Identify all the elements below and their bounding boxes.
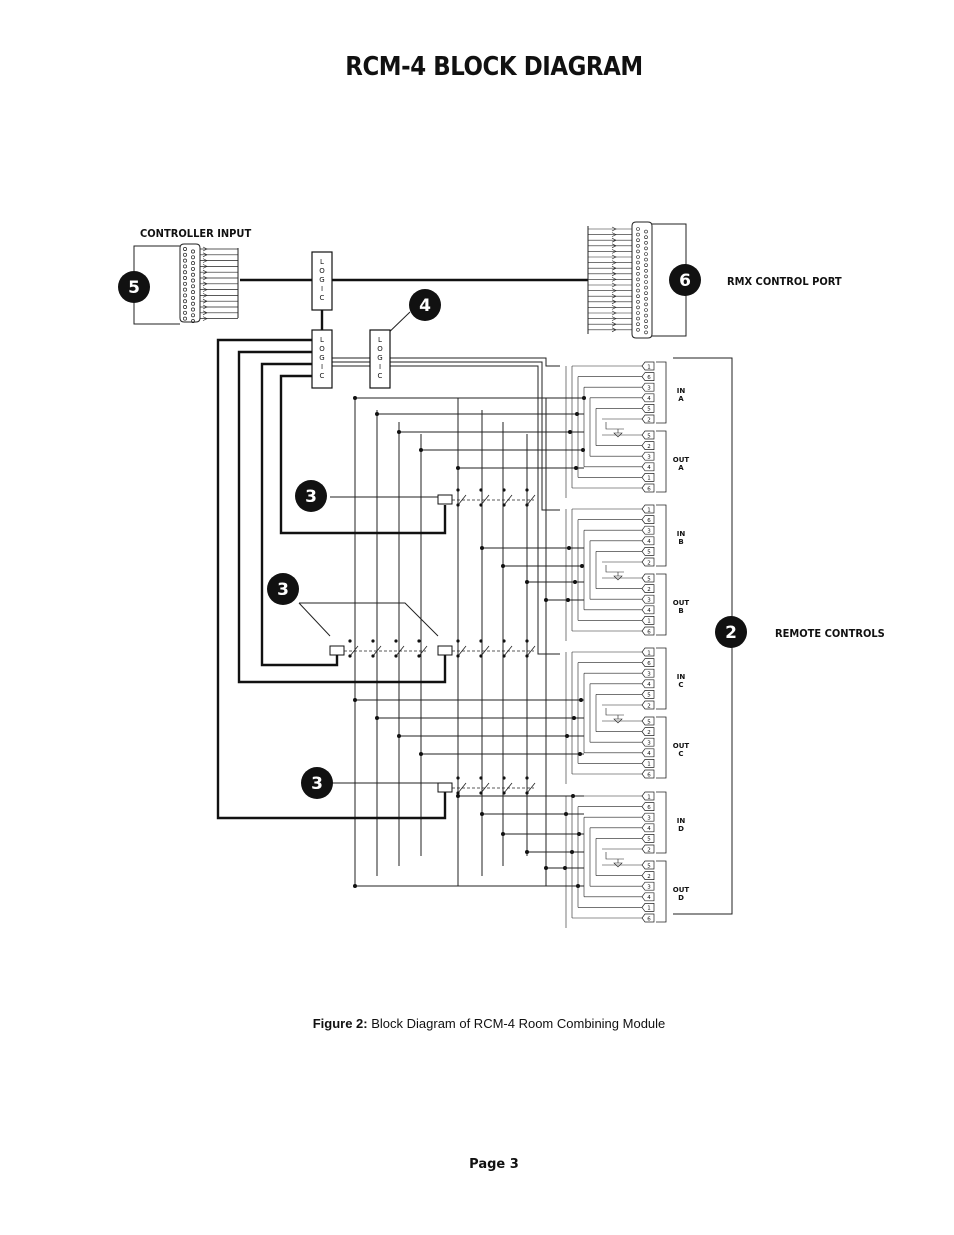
junction-dot — [574, 466, 578, 470]
pin-label: 6 — [647, 629, 651, 636]
junction-dot — [575, 412, 579, 416]
pin-label: 5 — [647, 836, 651, 843]
callout-number: 6 — [679, 271, 691, 291]
junction-dot — [565, 734, 569, 738]
callout-3 — [301, 767, 333, 799]
out-letter: B — [678, 607, 684, 615]
pin-label: 6 — [647, 517, 651, 524]
logic-letter: I — [320, 285, 324, 293]
pin-label: 5 — [647, 406, 651, 413]
out-letter: C — [678, 750, 684, 758]
pin-label: 4 — [647, 465, 651, 472]
callout-number: 2 — [725, 623, 737, 643]
callout-number: 3 — [305, 487, 317, 507]
junction-dot — [567, 546, 571, 550]
pin-label: 1 — [647, 905, 651, 912]
pin-label: 2 — [647, 560, 651, 567]
remote-controls-label: REMOTE CONTROLS — [775, 627, 885, 640]
callout-3 — [267, 573, 299, 605]
logic-letter: I — [320, 363, 324, 371]
junction-dot — [544, 598, 548, 602]
logic-letter: C — [319, 372, 325, 380]
junction-dot — [566, 598, 570, 602]
junction-dot — [579, 698, 583, 702]
pin-label: 5 — [647, 549, 651, 556]
logic-letter: G — [319, 354, 325, 362]
pin-label: 3 — [647, 385, 651, 392]
pin-label: 2 — [647, 703, 651, 710]
callout-number: 3 — [311, 774, 323, 794]
junction-dot — [573, 580, 577, 584]
pin-label: 3 — [647, 597, 651, 604]
callout-3 — [295, 480, 327, 512]
logic-letter: O — [319, 267, 325, 275]
switch-bank-2 — [330, 639, 427, 657]
pin-label: 4 — [647, 826, 651, 833]
control-line-1 — [218, 340, 445, 818]
junction-dot — [375, 412, 379, 416]
junction-dot — [563, 866, 567, 870]
junction-dot — [480, 546, 484, 550]
pin-label: 6 — [647, 374, 651, 381]
out-label: OUT — [672, 886, 690, 894]
rmx-control-port-label: RMX CONTROL PORT — [727, 275, 842, 288]
pin-label: 4 — [647, 895, 651, 902]
rmx-control-port-connector — [588, 222, 652, 338]
pin-label: 2 — [647, 729, 651, 736]
logic-letter: G — [319, 276, 325, 284]
in-label: IN — [676, 530, 686, 538]
junction-dot — [501, 832, 505, 836]
junction-dot — [353, 396, 357, 400]
pin-label: 3 — [647, 671, 651, 678]
pin-label: 6 — [647, 486, 651, 493]
pin-label: 4 — [647, 682, 651, 689]
callout-6 — [669, 264, 701, 296]
pin-label: 6 — [647, 772, 651, 779]
in-label: IN — [676, 673, 686, 681]
remote-channel-B — [566, 505, 689, 641]
junction-dot — [525, 580, 529, 584]
switch-bank-4 — [438, 776, 535, 794]
junction-dot — [577, 832, 581, 836]
pin-label: 5 — [647, 719, 651, 726]
remote-channel-D — [566, 792, 689, 928]
junction-dot — [568, 430, 572, 434]
pin-label: 3 — [647, 454, 651, 461]
pin-label: 1 — [647, 507, 651, 514]
caption-prefix: Figure 2: — [312, 1016, 368, 1031]
callout-3-pointer — [299, 603, 438, 636]
out-label: OUT — [672, 742, 690, 750]
page-title: RCM-4 BLOCK DIAGRAM — [345, 52, 643, 82]
remote-cable — [332, 362, 560, 510]
pin-label: 3 — [647, 528, 651, 535]
pin-label: 1 — [647, 650, 651, 657]
pin-label: 1 — [647, 761, 651, 768]
logic-letter: O — [377, 345, 383, 353]
logic-letter: O — [319, 345, 325, 353]
junction-dot — [578, 752, 582, 756]
pin-label: 3 — [647, 815, 651, 822]
junction-dot — [419, 448, 423, 452]
pin-label: 4 — [647, 751, 651, 758]
switch-bank-1 — [438, 488, 535, 506]
junction-dot — [580, 564, 584, 568]
pin-label: 4 — [647, 608, 651, 615]
in-letter: C — [678, 681, 684, 689]
controller-input-label: CONTROLLER INPUT — [140, 227, 252, 240]
junction-dot — [375, 716, 379, 720]
pin-label: 2 — [647, 847, 651, 854]
in-letter: A — [678, 395, 684, 403]
junction-dot — [572, 716, 576, 720]
in-letter: B — [678, 538, 684, 546]
callout-3-pointer — [299, 603, 330, 636]
logic-letter: L — [320, 336, 324, 344]
pin-label: 3 — [647, 884, 651, 891]
in-letter: D — [678, 825, 684, 833]
pin-label: 5 — [647, 692, 651, 699]
callout-number: 4 — [419, 296, 431, 316]
logic-block-top — [312, 252, 332, 310]
out-label: OUT — [672, 599, 690, 607]
pin-label: 5 — [647, 433, 651, 440]
out-letter: A — [678, 464, 684, 472]
out-label: OUT — [672, 456, 690, 464]
pin-label: 4 — [647, 539, 651, 546]
logic-letter: L — [378, 336, 382, 344]
logic-letter: C — [319, 294, 325, 302]
logic-letter: L — [320, 258, 324, 266]
logic-block-middle — [312, 330, 332, 388]
junction-dot — [525, 850, 529, 854]
pin-label: 1 — [647, 364, 651, 371]
pin-label: 4 — [647, 396, 651, 403]
switch-bank-3 — [438, 639, 535, 657]
in-label: IN — [676, 387, 686, 395]
pin-label: 2 — [647, 586, 651, 593]
out-letter: D — [678, 894, 684, 902]
pin-label: 2 — [647, 417, 651, 424]
controller-input-connector — [180, 244, 238, 323]
page-number: Page 3 — [469, 1157, 519, 1172]
junction-dot — [501, 564, 505, 568]
pin-label: 2 — [647, 873, 651, 880]
control-line-2 — [239, 352, 445, 682]
figure-caption — [0, 1016, 954, 1031]
callout-5 — [118, 271, 150, 303]
junction-dot — [544, 866, 548, 870]
junction-dot — [581, 448, 585, 452]
junction-dot — [397, 734, 401, 738]
callout-4 — [409, 289, 441, 321]
junction-dot — [419, 752, 423, 756]
junction-dot — [456, 466, 460, 470]
pin-label: 2 — [647, 443, 651, 450]
control-line-3 — [262, 364, 337, 665]
pin-label: 1 — [647, 475, 651, 482]
pin-label: 5 — [647, 576, 651, 583]
remote-channel-C — [566, 648, 689, 784]
logic-letter: G — [377, 354, 383, 362]
logic-block-right — [370, 330, 390, 388]
junction-dot — [397, 430, 401, 434]
pin-label: 1 — [647, 794, 651, 801]
in-label: IN — [676, 817, 686, 825]
pin-label: 6 — [647, 804, 651, 811]
callout-number: 5 — [128, 278, 140, 298]
junction-dot — [353, 698, 357, 702]
pin-label: 5 — [647, 863, 651, 870]
logic-letter: C — [377, 372, 383, 380]
junction-dot — [353, 884, 357, 888]
junction-dot — [480, 812, 484, 816]
pin-label: 6 — [647, 660, 651, 667]
callout-number: 3 — [277, 580, 289, 600]
pin-label: 1 — [647, 618, 651, 625]
pin-label: 3 — [647, 740, 651, 747]
caption-text: Block Diagram of RCM-4 Room Combining Module — [367, 1016, 666, 1031]
callout-2 — [715, 616, 747, 648]
remote-channel-A — [566, 362, 689, 498]
pin-label: 6 — [647, 916, 651, 923]
logic-letter: I — [378, 363, 382, 371]
